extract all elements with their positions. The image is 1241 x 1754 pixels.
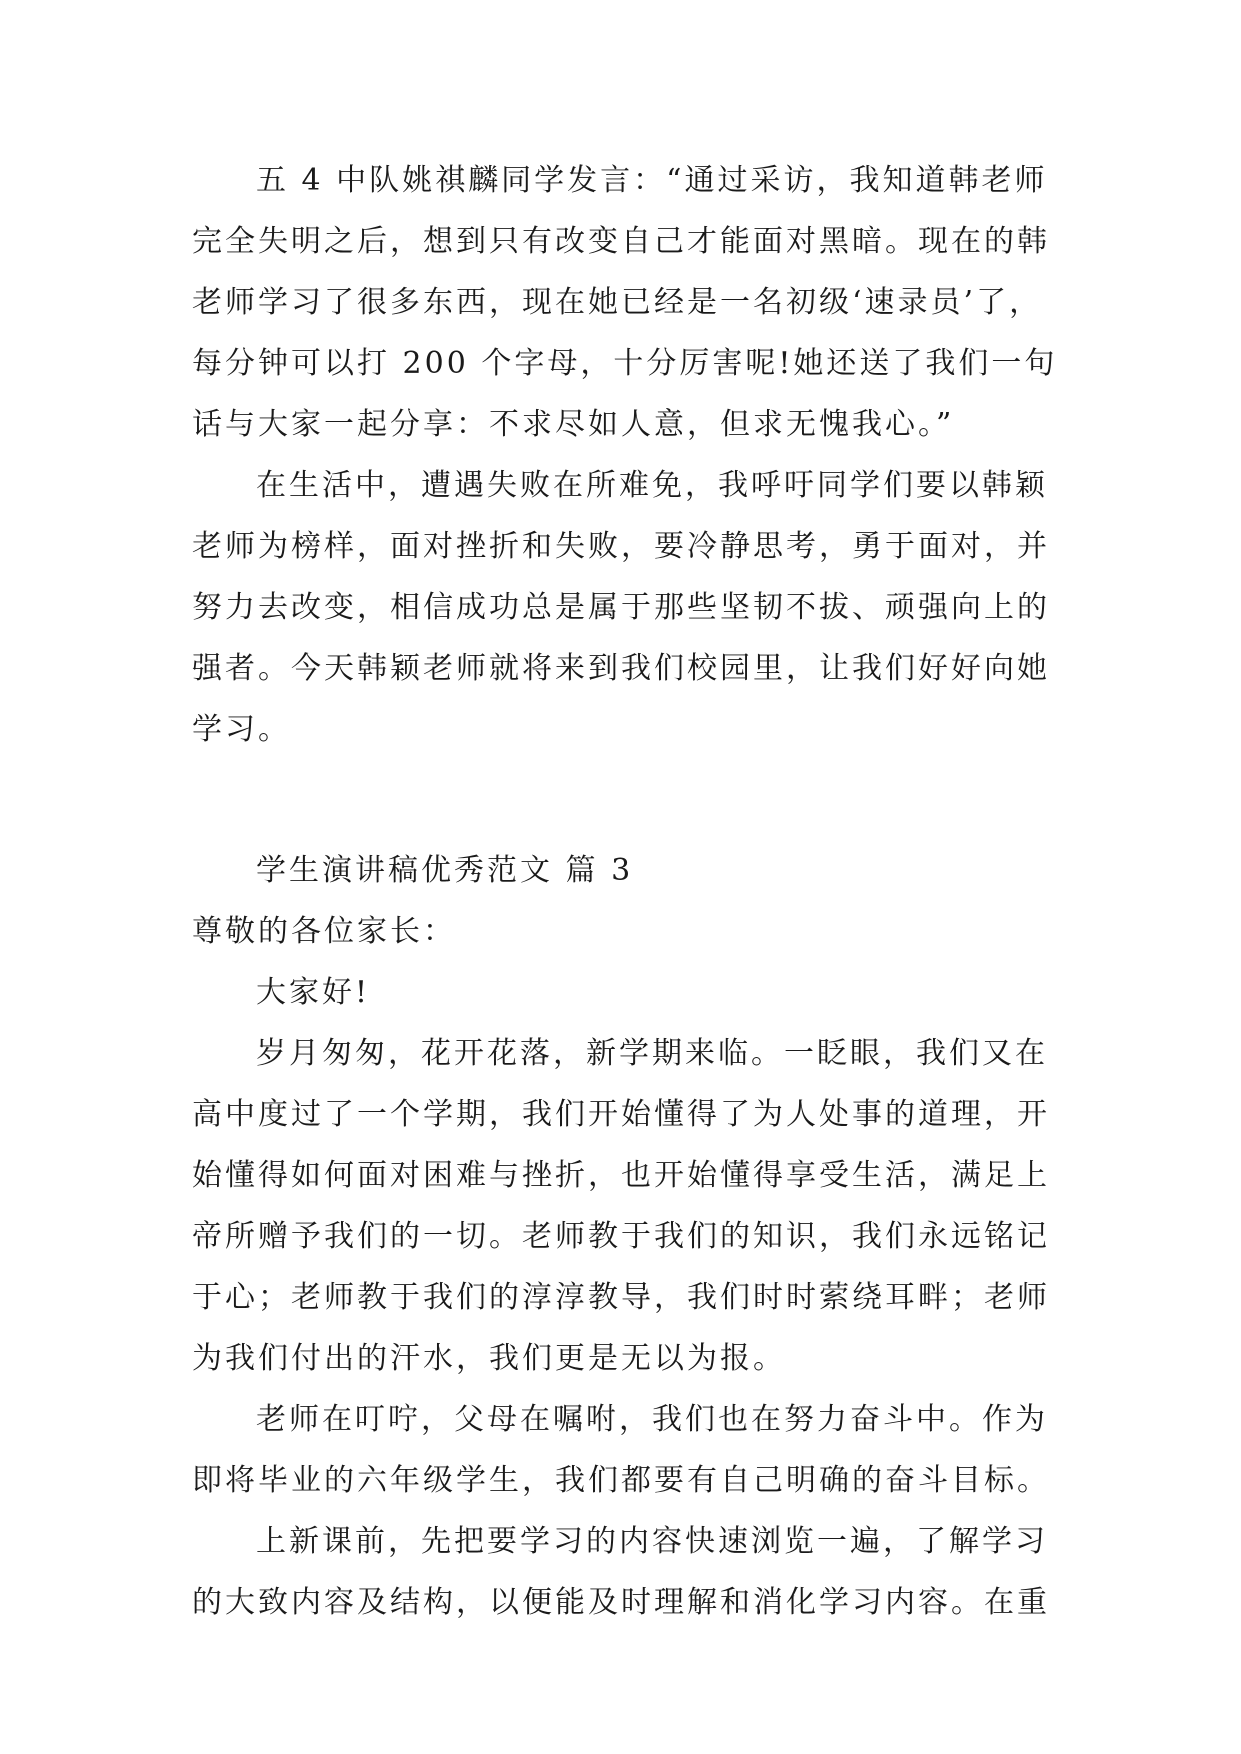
text-line: 即将毕业的六年级学生，我们都要有自己明确的奋斗目标。 [192,1463,1050,1498]
text-line: 岁月匆匆，花开花落，新学期来临。一眨眼，我们又在 [256,1036,1048,1071]
text-line: 每分钟可以打 200 个字母，十分厉害呢!她还送了我们一句 [192,346,1058,381]
paragraph-speech-yao [192,150,1058,455]
text-line: 高中度过了一个学期，我们开始懂得了为人处事的道理，开 [192,1097,1050,1132]
text-line: 上新课前，先把要学习的内容快速浏览一遍，了解学习 [256,1524,1048,1559]
text-line: 强者。今天韩颖老师就将来到我们校园里，让我们好好向她 [192,651,1050,686]
salutation: 尊敬的各位家长： [192,914,456,949]
paragraph-goals [192,1389,1054,1511]
text-line: 的大致内容及结构，以便能及时理解和消化学习内容。在重 [192,1585,1050,1620]
text-line: 努力去改变，相信成功总是属于那些坚韧不拔、顽强向上的 [192,590,1050,625]
document-page [192,150,1058,1633]
greeting: 大家好! [256,975,371,1010]
text-line: 始懂得如何面对困难与挫折，也开始懂得享受生活，满足上 [192,1158,1050,1193]
section-spacer [192,760,1054,840]
section-title: 学生演讲稿优秀范文 篇 3 [256,853,634,888]
text-line: 帝所赠予我们的一切。老师教于我们的知识，我们永远铭记 [192,1219,1050,1254]
text-line: 老师学习了很多东西，现在她已经是一名初级‘速录员’了， [192,285,1043,320]
text-line: 话与大家一起分享：不求尽如人意，但求无愧我心。” [192,407,955,442]
paragraph-preview [192,1511,1054,1633]
text-line: 在生活中，遭遇失败在所难免，我呼吁同学们要以韩颖 [256,468,1048,503]
text-line: 为我们付出的汗水，我们更是无以为报。 [192,1341,786,1376]
text-line: 老师为榜样，面对挫折和失败，要冷静思考，勇于面对，并 [192,529,1050,564]
text-line: 完全失明之后，想到只有改变自己才能面对黑暗。现在的韩 [192,224,1050,259]
paragraph-call-to-action [192,455,1054,760]
text-line: 于心；老师教于我们的淳淳教导，我们时时萦绕耳畔；老师 [192,1280,1050,1315]
paragraph-new-semester [192,1023,1054,1389]
text-line: 老师在叮咛，父母在嘱咐，我们也在努力奋斗中。作为 [256,1402,1048,1437]
text-line: 五 4 中队姚祺麟同学发言：“通过采访，我知道韩老师 [256,163,1048,198]
text-line: 学习。 [192,712,291,747]
